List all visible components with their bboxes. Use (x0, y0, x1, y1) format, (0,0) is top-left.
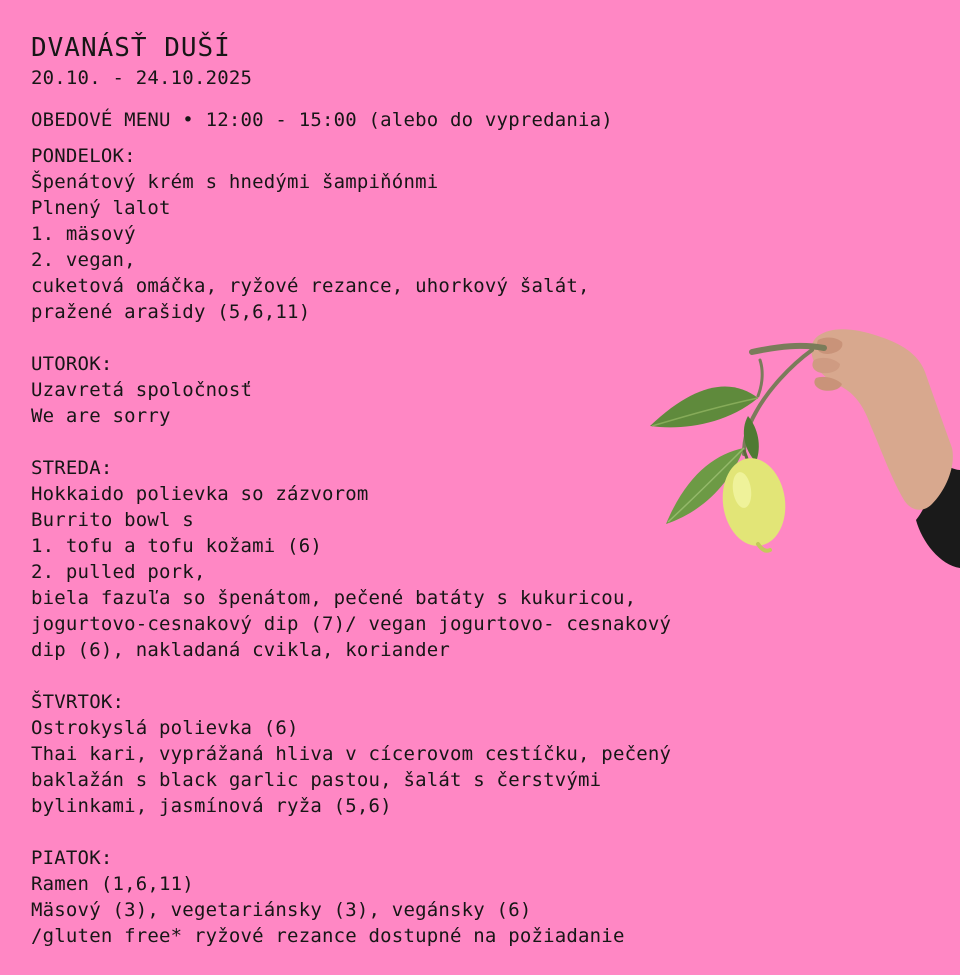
menu-line: /gluten free* ryžové rezance dostupné na požiadanie (31, 925, 625, 947)
day-name: STREDA: (31, 457, 113, 479)
menu-line: Ramen (1,6,11) (31, 873, 194, 895)
menu-dates: 20.10. - 24.10.2025 (31, 67, 253, 89)
day-name: PONDELOK: (31, 145, 136, 167)
menu-line: 2. pulled pork, (31, 561, 206, 583)
menu-line: jogurtovo-cesnakový dip (7)/ vegan jogurtovo- cesnakový (31, 613, 672, 635)
day-monday (31, 143, 811, 325)
menu-line: baklažán s black garlic pastou, šalát s čerstvými (31, 769, 602, 791)
day-name: PIATOK: (31, 847, 113, 869)
lemon-branch (758, 360, 762, 396)
day-thursday (31, 689, 811, 819)
menu-line: 1. tofu a tofu kožami (6) (31, 535, 322, 557)
restaurant-title: DVANÁSŤ DUŠÍ (31, 33, 231, 63)
menu-line: biela fazuľa so špenátom, pečené batáty s kukuricou, (31, 587, 637, 609)
lunch-hours: OBEDOVÉ MENU • 12:00 - 15:00 (alebo do vypredania) (31, 109, 613, 131)
day-name: UTOROK: (31, 353, 113, 375)
menu-line: Burrito bowl s (31, 509, 194, 531)
menu-line: Uzavretá spoločnosť (31, 379, 253, 401)
hand (811, 329, 953, 510)
menu-line: dip (6), nakladaná cvikla, koriander (31, 639, 451, 661)
menu-line: pražené arašidy (5,6,11) (31, 301, 311, 323)
day-friday (31, 845, 811, 949)
lemon-tip (758, 544, 770, 551)
menu-line: cuketová omáčka, ryžové rezance, uhorkový šalát, (31, 275, 590, 297)
menu-line: Thai kari, vyprážaná hliva v cícerovom cestíčku, pečený (31, 743, 672, 765)
hand-holding-lemon-illustration (640, 320, 960, 570)
menu-line: bylinkami, jasmínová ryža (5,6) (31, 795, 392, 817)
menu-line: Ostrokyslá polievka (6) (31, 717, 299, 739)
menu-line: We are sorry (31, 405, 171, 427)
menu-line: 1. mäsový (31, 223, 136, 245)
day-name: ŠTVRTOK: (31, 691, 125, 713)
menu-line: 2. vegan, (31, 249, 136, 271)
menu-line: Hokkaido polievka so zázvorom (31, 483, 369, 505)
menu-line: Špenátový krém s hnedými šampiňónmi (31, 171, 439, 193)
menu-line: Plnený lalot (31, 197, 171, 219)
menu-line: Mäsový (3), vegetariánsky (3), vegánsky (6) (31, 899, 532, 921)
